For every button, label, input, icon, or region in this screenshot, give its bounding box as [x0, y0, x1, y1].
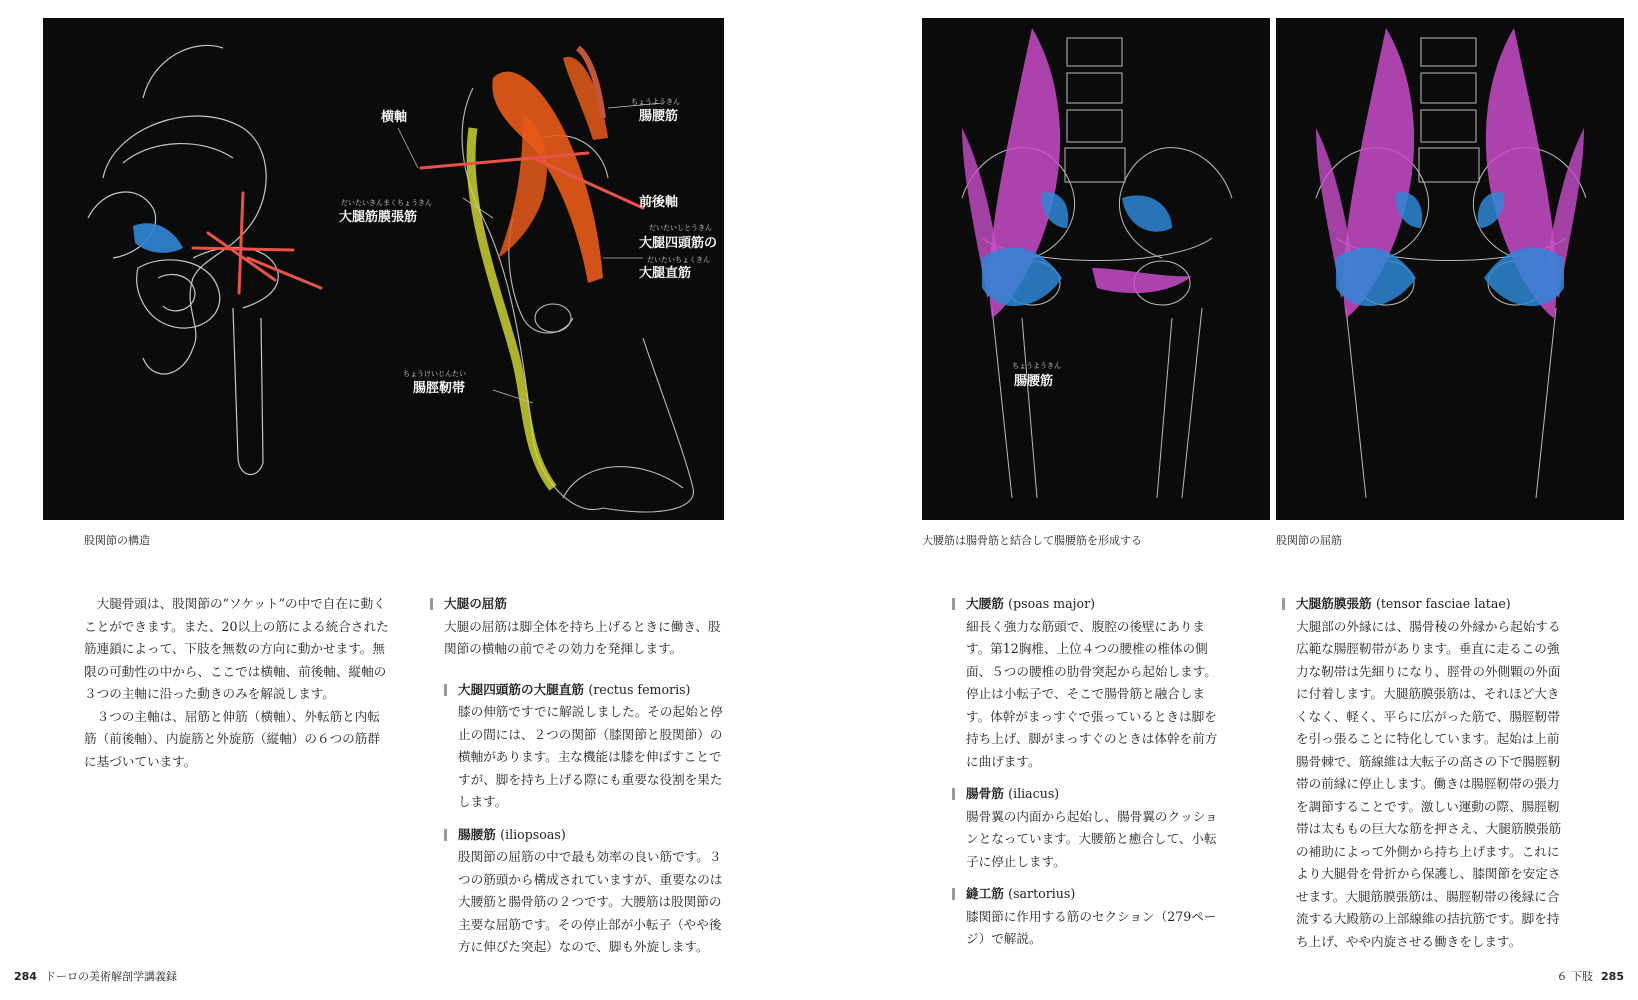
- psoas-heading: 大腰筋 (psoas major): [966, 593, 1228, 616]
- label-itband: 腸脛靭帯: [413, 381, 466, 396]
- folio-right-number: 285: [1601, 970, 1624, 983]
- section-marker: [444, 684, 447, 696]
- tfl-column: [1296, 593, 1570, 953]
- intro-paragraph-1: 大腿骨頭は、股関節の“ソケット”の中で自在に動くことができます。また、20以上の筋による統合された筋連鎖によって、下肢を無数の方向に動かせます。無限の可動性の中から、ここでは横軸、前後軸、縦軸の３つの主軸に沿った動きのみを解説します。: [84, 596, 389, 701]
- label-transverse-axis: 横軸: [381, 110, 408, 125]
- section-marker: [952, 598, 955, 610]
- hip-structure-drawing: [43, 18, 724, 520]
- sartorius-heading: 縫工筋 (sartorius): [966, 883, 1228, 906]
- intro-column: [84, 593, 392, 773]
- hip-flexors-figure: [1276, 18, 1624, 520]
- folio-left: [14, 968, 177, 984]
- flexors-body: 大腿の屈筋は脚全体を持ち上げるときに働き、股関節の横軸の前でその効力を発揮します。: [444, 618, 721, 656]
- label-rectus-ruby: だいたいちょくきん: [647, 256, 710, 264]
- label-quad: 大腿四頭筋の: [639, 236, 718, 251]
- label-tfl-ruby: だいたいきんまくちょうきん: [341, 199, 432, 207]
- tfl-body: 大腿部の外縁には、腸骨稜の外縁から起始する広範な腸脛靭帯があります。垂直に走るこの強力な靭帯は先細りになり、脛骨の外側顆の外面に付着します。大腿筋膜張筋は、それほど大きくなく、軽く、平らに広がった筋で、腸脛靭帯を引っ張ることに特化しています。起始は上前腸骨棘で、筋線維は大転子の高さの下で腸脛靭帯の前縁に停止します。働きは腸脛靭帯の張力を調節することです。激しい運動の際、腸脛靭帯は太ももの巨大な筋を押さえ、大腿筋膜張筋の補助によって外側から持ち上げます。これにより大腿骨を骨折から保護し、膝関節を安定させます。大腿筋膜張筋は、腸脛靭帯の後縁に合流する大殿筋の上部線維の拮抗筋です。脚を持ち上げ、やや内旋させる働きをします。: [1296, 618, 1562, 949]
- folio-right: [1557, 968, 1624, 984]
- flexors-heading: 大腿の屈筋: [444, 593, 724, 616]
- iliopsoas-body: 股関節の屈筋の中で最も効率の良い筋です。３つの筋頭から構成されていますが、重要なのは大腰筋と腸骨筋の２つです。大腰筋は股関節の主要な屈筋です。その停止部が小転子（やや後方に伸びた突起）なので、脚も外旋します。: [458, 849, 723, 954]
- hip-structure-figure: [43, 18, 724, 520]
- section-marker: [430, 598, 433, 610]
- label-ap-axis: 前後軸: [639, 195, 679, 210]
- label-pelvis-ruby: ちょうようきん: [1012, 362, 1061, 370]
- tfl-heading: 大腿筋膜張筋 (tensor fasciae latae): [1296, 593, 1570, 616]
- label-rectus: 大腿直筋: [639, 266, 692, 281]
- folio-left-number: 284: [14, 970, 37, 983]
- iliopsoas-heading: 腸腰筋 (iliopsoas): [458, 824, 724, 847]
- hip-flexors-caption: 股関節の屈筋: [1276, 534, 1342, 547]
- label-iliopsoas-ruby: ちょうようきん: [631, 98, 680, 106]
- label-tfl: 大腿筋膜張筋: [339, 210, 418, 225]
- rectus-section: [458, 679, 724, 959]
- folio-left-title: ドーロの美術解剖学講義録: [44, 970, 177, 983]
- section-marker: [1282, 598, 1285, 610]
- rectus-body: 膝の伸筋ですでに解説しました。その起始と停止の間には、２つの関節（膝関節と股関節）の横軸があります。主な機能は膝を伸ばすことですが、脚を持ち上げる際にも重要な役割を果たします。: [458, 704, 723, 809]
- folio-right-title: ６ 下肢: [1556, 970, 1594, 983]
- iliacus-heading: 腸骨筋 (iliacus): [966, 783, 1228, 806]
- sartorius-body: 膝関節に作用する筋のセクション（279ページ）で解説。: [966, 908, 1217, 946]
- section-marker: [444, 829, 447, 841]
- section-marker: [952, 888, 955, 900]
- iliacus-body: 腸骨翼の内面から起始し、腸骨翼のクッションとなっています。大腰筋と癒合して、小転子に停止します。: [966, 808, 1218, 869]
- flexors-column: [444, 593, 724, 959]
- pelvis-psoas-figure: [922, 18, 1270, 520]
- label-iliopsoas: 腸腰筋: [639, 109, 679, 124]
- label-itband-ruby: ちょうけいじんたい: [403, 370, 466, 378]
- psoas-body: 細長く強力な筋頭で、腹腔の後壁にあります。第12胸椎、上位４つの腰椎の椎体の側面、５つの腰椎の肋骨突起から起始します。停止は小転子で、そこで腸骨筋と融合します。体幹がまっすぐで張っているときは脚を持ち上げ、脚がまっすぐのときは体幹を前方に曲げます。: [966, 618, 1218, 769]
- pelvis-psoas-caption: 大腰筋は腸骨筋と結合して腸腰筋を形成する: [922, 534, 1142, 547]
- section-marker: [952, 788, 955, 800]
- label-pelvis-iliopsoas: 腸腰筋: [1014, 374, 1054, 389]
- rectus-heading: 大腿四頭筋の大腿直筋 (rectus femoris): [458, 679, 724, 702]
- psoas-column: [966, 593, 1228, 951]
- label-quad-ruby: だいたいしとうきん: [649, 224, 712, 232]
- hip-flexors-drawing: [1276, 18, 1624, 520]
- intro-paragraph-2: ３つの主軸は、屈筋と伸筋（横軸）、外転筋と内転筋（前後軸）、内旋筋と外旋筋（縦軸）の６つの筋群に基づいています。: [84, 708, 380, 769]
- hip-figure-caption: 股関節の構造: [84, 534, 150, 547]
- pelvis-psoas-drawing: [922, 18, 1270, 520]
